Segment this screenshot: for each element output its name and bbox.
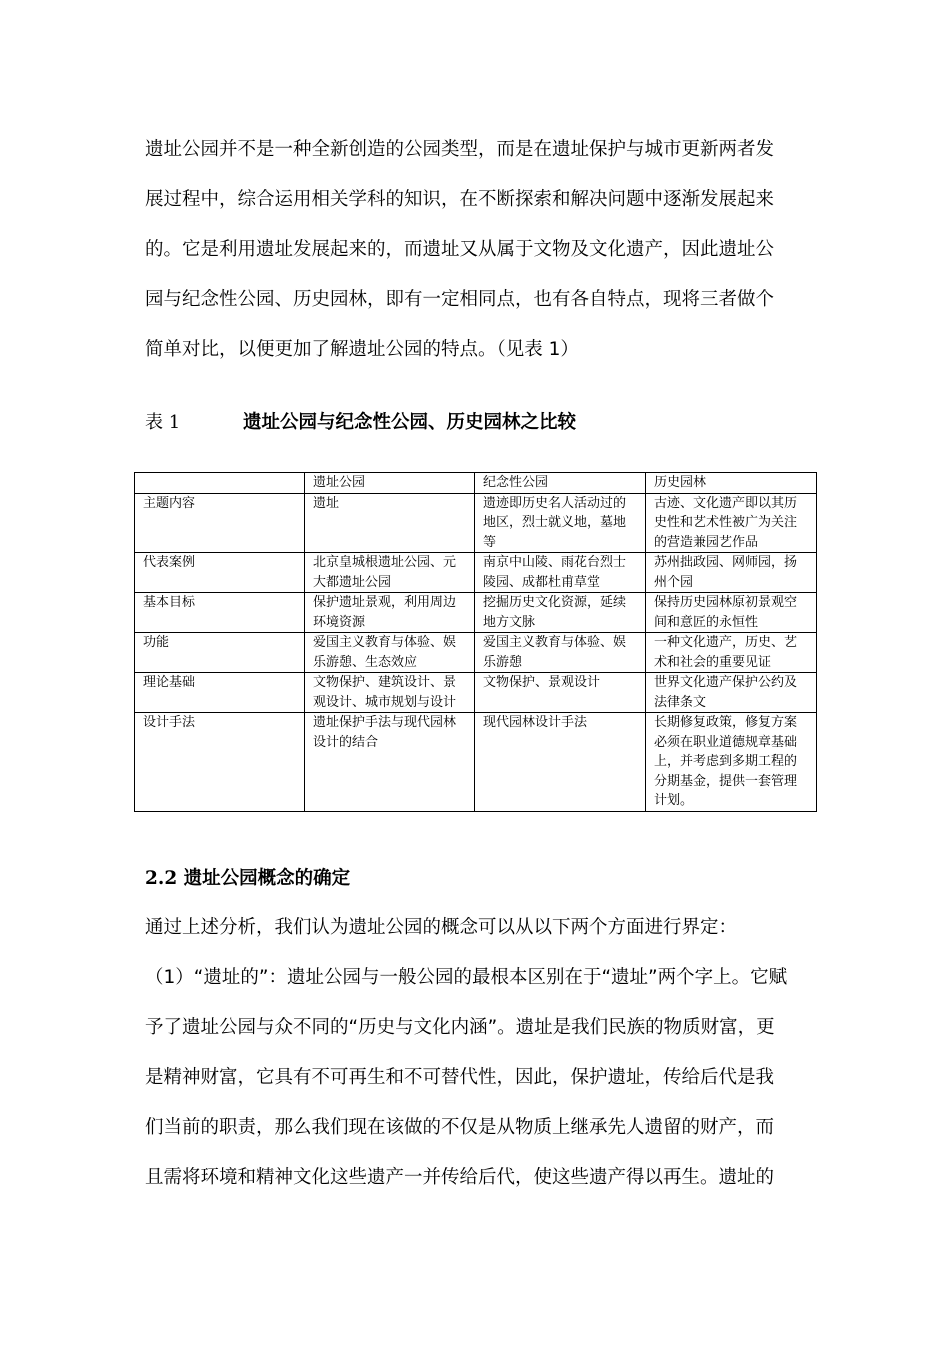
table-cell: 一种文化遗产，历史、艺术和社会的重要见证 [646,633,817,673]
table-row [135,553,817,593]
table-cell: 遗迹即历史名人活动过的地区，烈士就义地，墓地等 [475,493,646,553]
comparison-table [134,472,817,812]
intro-paragraph [145,125,810,375]
table-cell: 文物保护、景观设计 [475,673,646,713]
table-cell: 遗址 [305,493,475,553]
table-cell: 现代园林设计手法 [475,713,646,812]
table-cell: 爱国主义教育与体验、娱乐游憩、生态效应 [305,633,475,673]
table-cell: 北京皇城根遗址公园、元大都遗址公园 [305,553,475,593]
table-row [135,633,817,673]
table-cell: 爱国主义教育与体验、娱乐游憩 [475,633,646,673]
table-row [135,713,817,812]
row-label: 理论基础 [135,673,305,713]
body-paragraph [145,903,810,1203]
section-title: 遗址公园概念的确定 [183,868,351,889]
row-label: 设计手法 [135,713,305,812]
table-caption [145,408,810,438]
table-cell: 保护遗址景观，利用周边环境资源 [305,593,475,633]
text-line: 予了遗址公园与众不同的“历史与文化内涵”。遗址是我们民族的物质财富，更 [145,1017,775,1038]
text-line: 且需将环境和精神文化这些遗产一并传给后代，使这些遗产得以再生。遗址的 [145,1167,775,1188]
text-line: （1）“遗址的”：遗址公园与一般公园的最根本区别在于“遗址”两个字上。它赋 [145,967,788,988]
table-cell: 挖掘历史文化资源，延续地方文脉 [475,593,646,633]
header-cell: 历史园林 [646,473,817,494]
text-line: 通过上述分析，我们认为遗址公园的概念可以从以下两个方面进行界定： [145,917,738,938]
row-label: 功能 [135,633,305,673]
text-line: 遗址公园并不是一种全新创造的公园类型，而是在遗址保护与城市更新两者发 [145,139,775,160]
section-heading [145,864,350,894]
table-row [135,493,817,553]
table-cell: 古迹、文化遗产即以其历史性和艺术性被广为关注的营造兼园艺作品 [646,493,817,553]
text-line: 的。它是利用遗址发展起来的，而遗址又从属于文物及文化遗产，因此遗址公 [145,239,775,260]
header-cell [135,473,305,494]
text-line: 们当前的职责，那么我们现在该做的不仅是从物质上继承先人遗留的财产，而 [145,1117,775,1138]
table-row [135,673,817,713]
table-cell: 苏州拙政园、网师园，扬州个园 [646,553,817,593]
table-title: 遗址公园与纪念性公园、历史园林之比较 [243,412,577,433]
table-cell: 遗址保护手法与现代园林设计的结合 [305,713,475,812]
text-line: 园与纪念性公园、历史园林，即有一定相同点，也有各自特点，现将三者做个 [145,289,775,310]
table-number: 表 1 [145,412,181,433]
row-label: 代表案例 [135,553,305,593]
text-line: 简单对比，以便更加了解遗址公园的特点。（见表 1） [145,339,579,360]
section-number: 2.2 [145,868,178,889]
table-cell: 世界文化遗产保护公约及法律条文 [646,673,817,713]
text-line: 展过程中，综合运用相关学科的知识，在不断探索和解决问题中逐渐发展起来 [145,189,775,210]
row-label: 主题内容 [135,493,305,553]
table-cell: 文物保护、建筑设计、景观设计、城市规划与设计 [305,673,475,713]
table-cell: 南京中山陵、雨花台烈士陵园、成都杜甫草堂 [475,553,646,593]
table-header-row [135,473,817,494]
table-cell: 长期修复政策，修复方案必须在职业道德规章基础上，并考虑到多期工程的分期基金，提供一套管理计划。 [646,713,817,812]
row-label: 基本目标 [135,593,305,633]
header-cell: 纪念性公园 [475,473,646,494]
header-cell: 遗址公园 [305,473,475,494]
table-cell: 保持历史园林原初景观空间和意匠的永恒性 [646,593,817,633]
table-row [135,593,817,633]
text-line: 是精神财富，它具有不可再生和不可替代性，因此，保护遗址，传给后代是我 [145,1067,775,1088]
